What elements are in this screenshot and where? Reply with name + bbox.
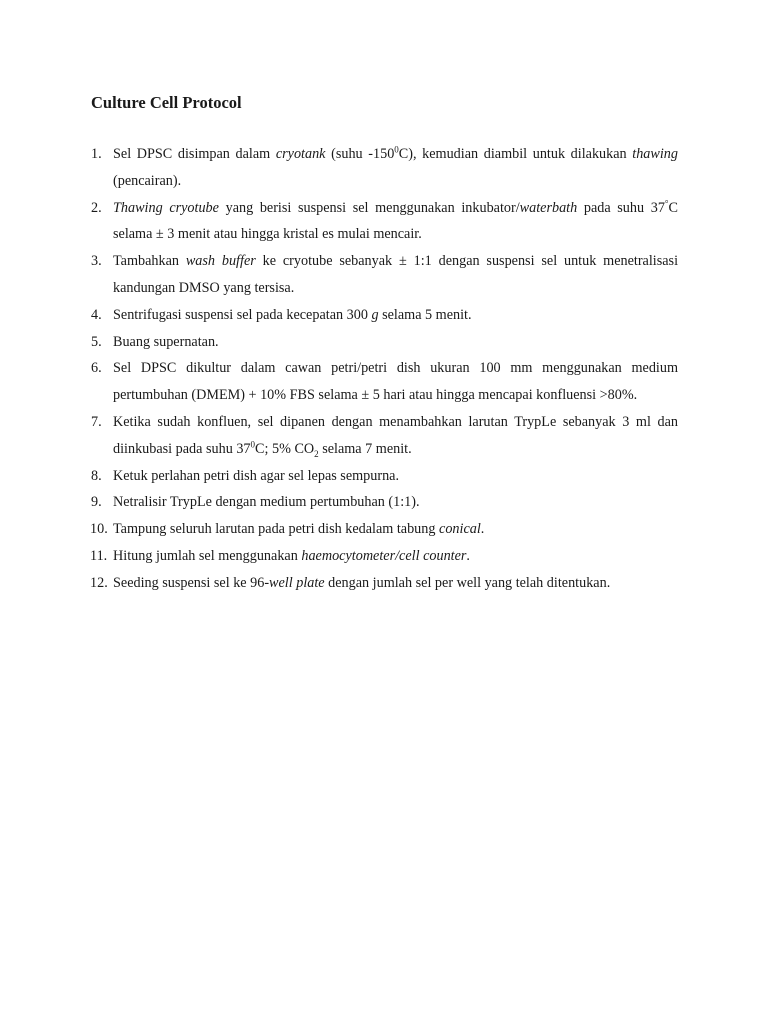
step-text: Tambahkan wash buffer ke cryotube sebanyak ± 1:1 dengan suspensi sel untuk menetralisasi kandungan DMSO yang tersisa. [113, 253, 679, 296]
list-item [91, 570, 678, 597]
step-text: Ketika sudah konfluen, sel dipanen dengan menambahkan larutan TrypLe sebanyak 3 ml dan diinkubasi pada suhu $37^0C$; 5% $CO_2$ selama 7 menit. [113, 413, 678, 459]
step-text: Sel DPSC disimpan dalam cryotank (suhu $-150^0C$), kemudian diambil untuk dilakukan thawing (pencairan). [113, 144, 678, 189]
step-number: 6. [91, 360, 102, 377]
list-item [91, 409, 678, 463]
step-text: Sel DPSC dikultur dalam cawan petri/petri dish ukuran 100 mm menggunakan medium pertumbuhan (DMEM) + 10% FBS selama ± 5 hari atau hingga mencapai konfluensi >80%. [113, 360, 678, 404]
list-item [91, 329, 678, 356]
step-text: Sentrifugasi suspensi sel pada kecepatan 300 g selama 5 menit. [113, 306, 472, 323]
step-text: Netralisir TrypLe dengan medium pertumbuhan (1:1). [113, 494, 420, 511]
list-item [91, 489, 678, 516]
list-item [91, 302, 678, 329]
step-number: 12. [90, 574, 108, 591]
step-number: 10. [90, 521, 108, 538]
list-item [91, 195, 678, 249]
step-text: Hitung jumlah sel menggunakan haemocytometer/cell counter. [113, 547, 470, 564]
step-number: 9. [91, 494, 102, 511]
step-number: 3. [91, 253, 102, 270]
protocol-steps-list [91, 141, 678, 597]
step-number: 8. [91, 467, 102, 484]
step-number: 4. [91, 306, 102, 323]
list-item [91, 248, 678, 302]
step-number: 1. [91, 146, 102, 162]
list-item [91, 141, 678, 195]
list-item [91, 355, 678, 409]
step-text: Tampung seluruh larutan pada petri dish kedalam tabung conical. [113, 521, 485, 538]
step-text: Ketuk perlahan petri dish agar sel lepas sempurna. [113, 467, 400, 484]
step-text: Seeding suspensi sel ke 96-well plate dengan jumlah sel per well yang telah ditentukan. [113, 574, 611, 591]
step-text: Buang supernatan. [113, 333, 219, 350]
step-text: Thawing cryotube yang berisi suspensi sel menggunakan inkubator/waterbath pada suhu 37°C selama ± 3 menit atau hingga kristal es mulai mencair. [113, 197, 678, 243]
list-item [91, 463, 678, 490]
page-title: Culture Cell Protocol [91, 93, 242, 112]
step-number: 7. [91, 413, 102, 430]
step-number: 2. [91, 199, 102, 216]
list-item [91, 543, 678, 570]
step-number: 11. [90, 547, 108, 564]
list-item [91, 516, 678, 543]
step-number: 5. [91, 333, 102, 350]
